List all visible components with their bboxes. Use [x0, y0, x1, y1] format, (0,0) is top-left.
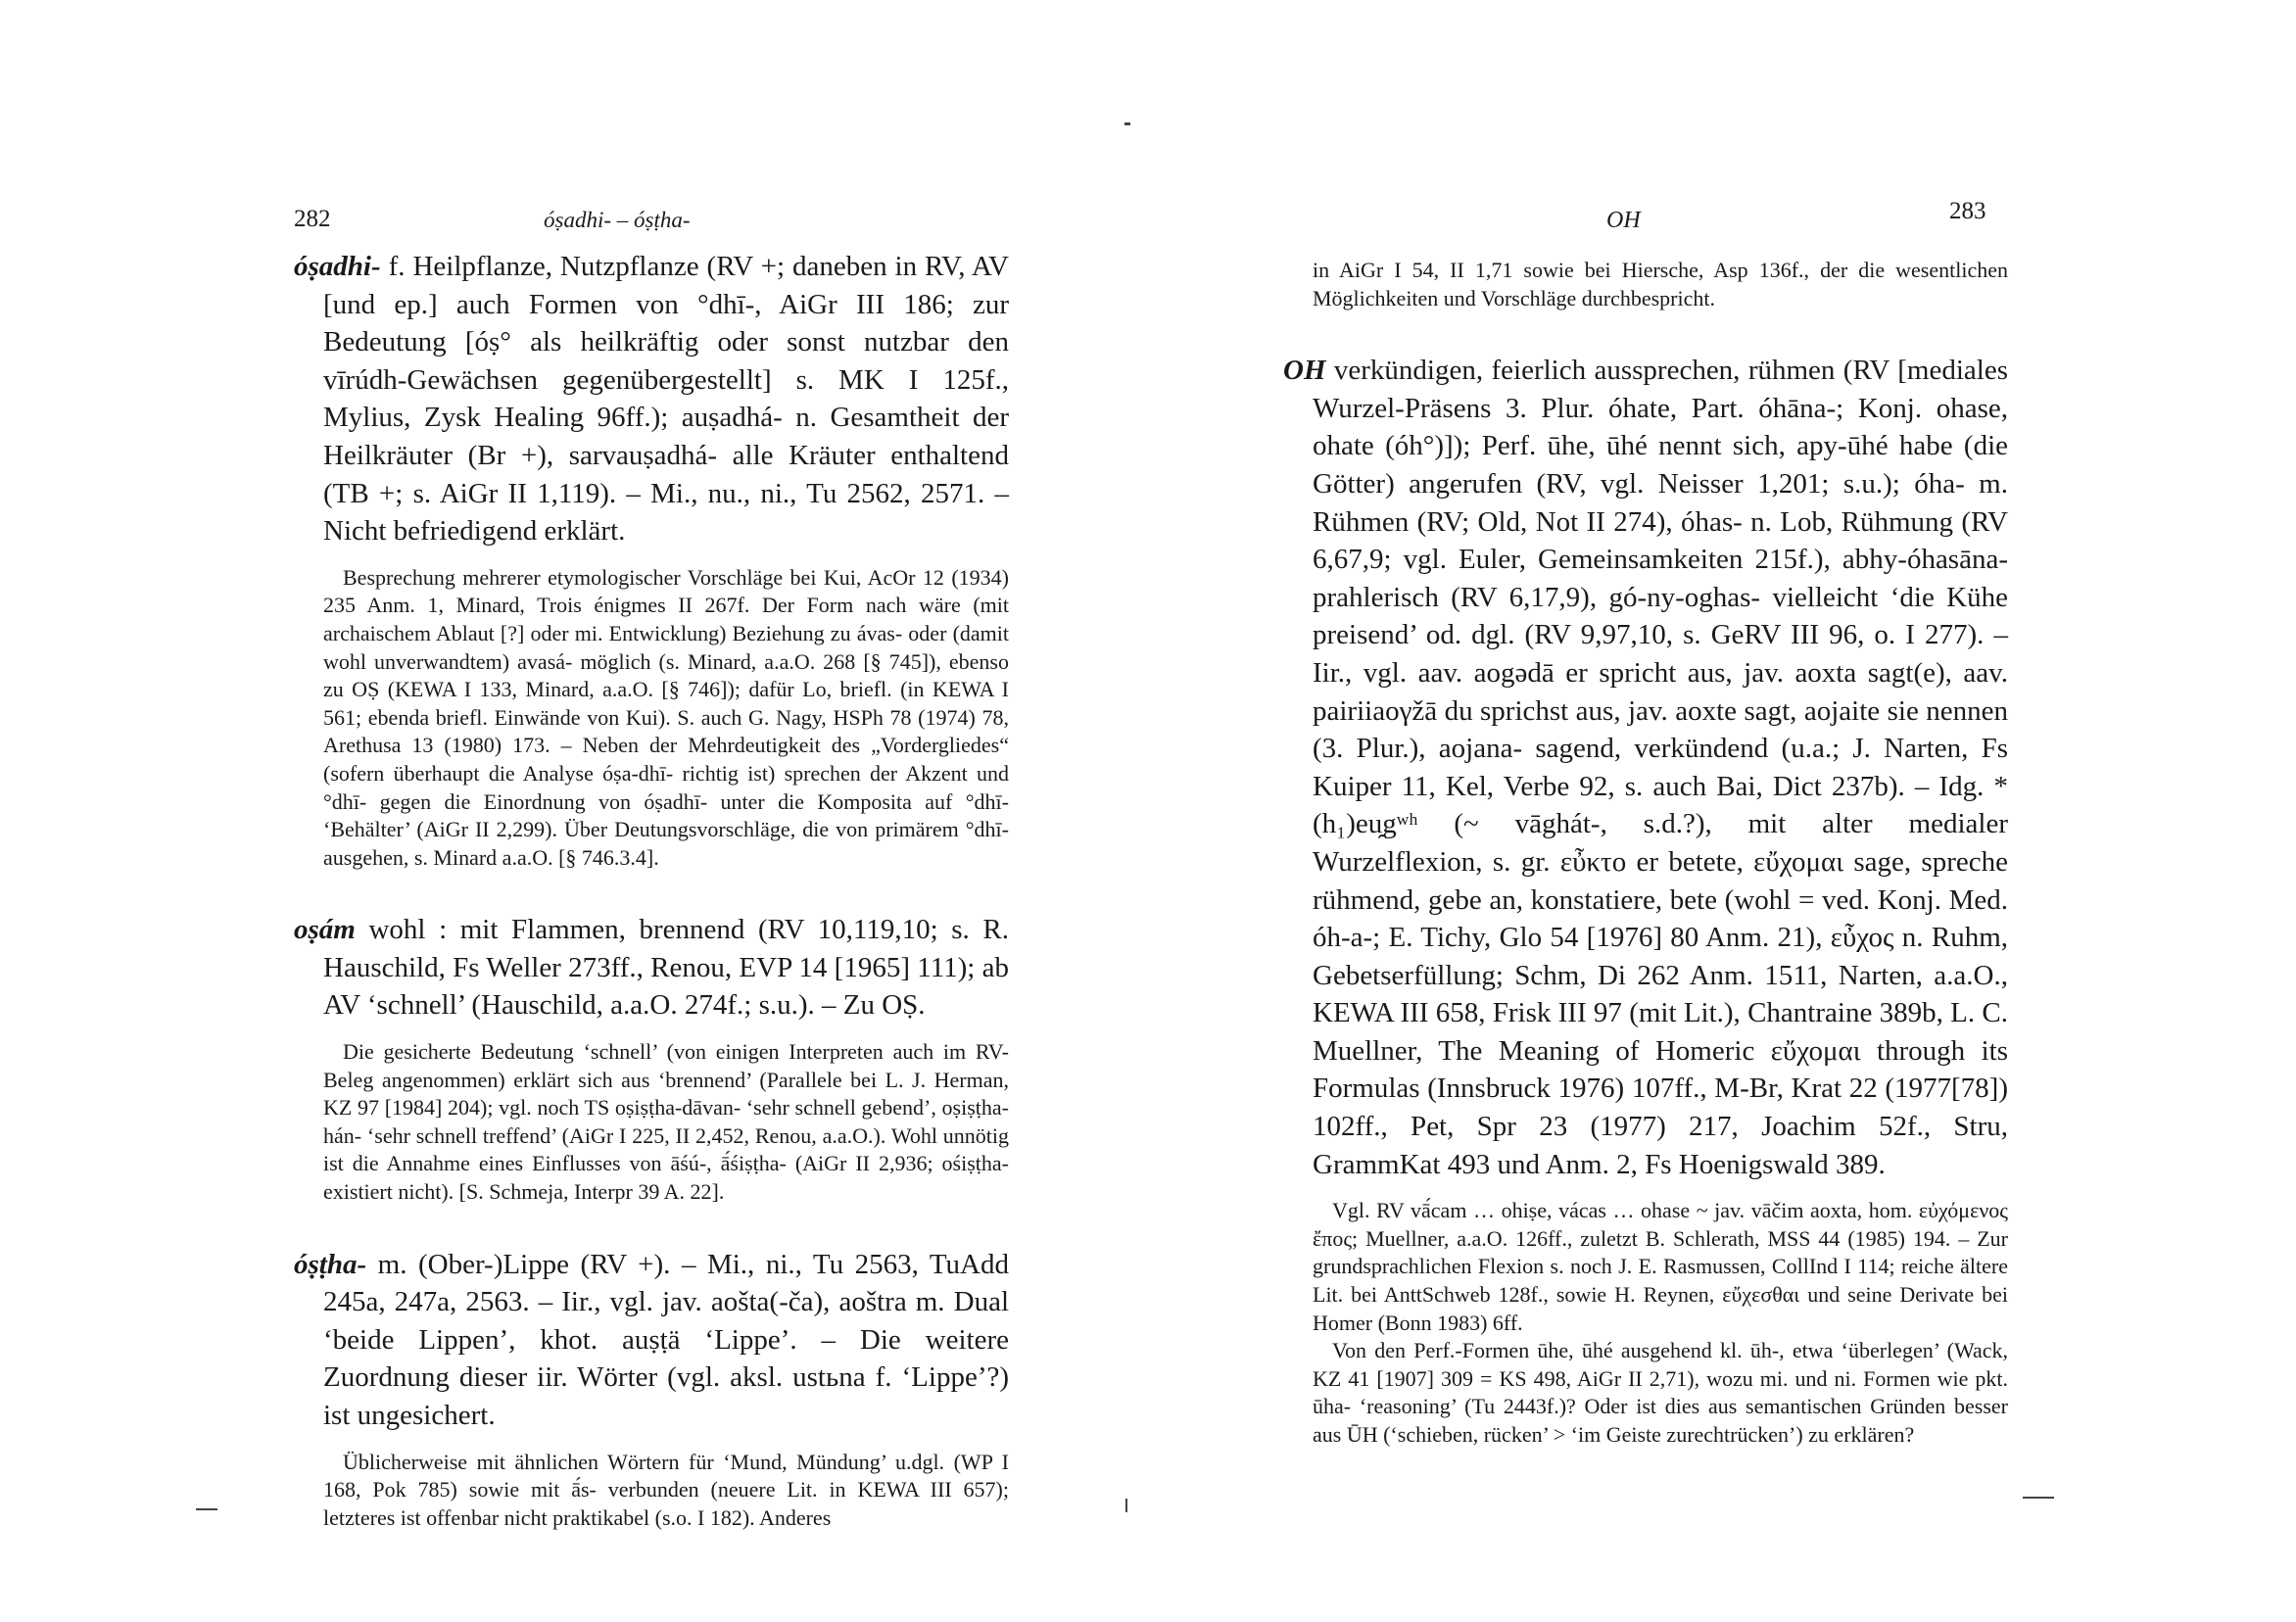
page-number: 283	[1949, 198, 1986, 224]
entry-headword: óṣṭha-	[294, 1248, 367, 1280]
dictionary-entry	[294, 1246, 1009, 1435]
entry-text: verkündigen, feierlich aussprechen, rühmen (RV [mediales Wurzel-Präsens 3. Plur. óhate, Part. óhāna-; Konj. ohase, ohate (óh°)]); Perf. ūhe, ūhé nennt sich, apy-ūhé habe (die Götter) angerufen (RV, vgl. Neisser 1,201; s.u.); óha- m. Rühmen (RV; Old, Not II 274), óhas- n. Lob, Rühmung (RV 6,67,9; vgl. Euler, Gemeinsamkeiten 215f.), abhy-óhasāna- prahlerisch (RV 6,17,9), gó-ny-oghas- vielleicht ‘die Kühe preisend’ od. dgl. (RV 9,97,10, s. GeRV III 96, o. I 277). – Iir., vgl. aav. aogədā er spricht aus, jav. aoxta sagt(e), aav. pairiiaoγžā du sprichst aus, jav. aoxte sagt, aojaite sie nennen (3. Plur.), aojana- sagend, verkündend (u.a.; J. Narten, Fs Kuiper 11, Kel, Verbe 92, s. auch Bai, Dict 237b). – Idg. *(h₁)eu̯gʷʰ (~ vāghát-, s.d.?), mit alter medialer Wurzelflexion, s. gr. εὖκτο er betete, εὔχομαι sage, spreche rühmend, gebe an, konstatiere, bete (wohl = ved. Konj. Med. óh-a-; E. Tichy, Glo 54 [1976] 80 Anm. 21), εὖχος n. Ruhm, Gebetserfüllung; Schm, Di 262 Anm. 1511, Narten, a.a.O., KEWA III 658, Frisk III 97 (mit Lit.), Chantraine 389b, L. C. Muellner, The Meaning of Homeric εὔχομαι through its Formulas (Innsbruck 1976) 107ff., M-Br, Krat 22 (1977[78]) 102ff., Pet, Spr 23 (1977) 217, Joachim 52f., Stru, GrammKat 493 und Anm. 2, Fs Hoenigswald 389.	[1313, 355, 2009, 1180]
left-column	[294, 248, 1009, 1532]
entry-text: f. Heilpflanze, Nutzpflanze (RV +; daneben in RV, AV [und ep.] auch Formen von °dhī-, AiGr III 186; zur Bedeutung [óṣ° als heilkräftig oder sonst nutzbar den vīrúdh-Gewächsen gegenübergestellt] s. MK I 125f., Mylius, Zysk Healing 96ff.); auṣadhá- n. Gesamtheit der Heilkräuter (Br +), sarvauṣadhá- alle Kräuter enthaltend (TB +; s. AiGr II 1,119). – Mi., nu., ni., Tu 2562, 2571. – Nicht befriedigend erklärt.	[323, 251, 1009, 548]
scan-mark	[1124, 122, 1130, 125]
entry-note	[294, 564, 1009, 873]
entry-note	[294, 1038, 1009, 1207]
page-number: 282	[294, 206, 331, 232]
note-paragraph: Die gesicherte Bedeutung ‘schnell’ (von einigen Interpreten auch im RV-Beleg angenommen) erklärt sich aus ‘brennend’ (Parallele bei L. J. Herman, KZ 97 [1984] 204); vgl. noch TS oṣiṣṭha-dāvan- ‘sehr schnell gebend’, oṣiṣṭha-hán- ‘sehr schnell treffend’ (AiGr I 225, II 2,452, Renou, a.a.O.). Wohl unnötig ist die Annahme eines Einflusses von āśú-, ā́śiṣṭha- (AiGr II 2,936; ośiṣṭha- existiert nicht). [S. Schmeja, Interpr 39 A. 22].	[323, 1039, 1009, 1205]
entry-note	[1283, 1197, 2008, 1449]
scan-mark	[196, 1508, 217, 1510]
continuation-note	[1283, 257, 2008, 312]
dictionary-entry	[294, 911, 1009, 1025]
dictionary-entry	[294, 248, 1009, 550]
entry-text: wohl : mit Flammen, brennend (RV 10,119,10; s. R. Hauschild, Fs Weller 273ff., Renou, EVP 14 [1965] 111); ab AV ‘schnell’ (Hauschild, a.a.O. 274f.; s.u.). – Zu OṢ.	[323, 914, 1009, 1022]
entry-headword: óṣadhi-	[294, 251, 381, 282]
entry-headword: OH	[1283, 355, 1326, 387]
entry-headword: oṣám	[294, 914, 356, 946]
running-head: óṣadhi- – óṣṭha-	[544, 208, 691, 232]
note-paragraph: Üblicherweise mit ähnlichen Wörtern für ‘Mund, Mündung’ u.dgl. (WP I 168, Pok 785) sowie mit ā́s- verbunden (neuere Lit. in KEWA III 657); letzteres ist offenbar nicht praktikabel (s.o. I 182). Anderes	[323, 1449, 1009, 1530]
running-head: OH	[1606, 208, 1641, 233]
note-paragraph: Besprechung mehrerer etymologischer Vorschläge bei Kui, AcOr 12 (1934) 235 Anm. 1, Minard, Trois énigmes II 267f. Der Form nach wäre (mit archaischem Ablaut [?] oder mi. Entwicklung) Beziehung zu ávas- oder (damit wohl unverwandtem) avasá- möglich (s. Minard, a.a.O. 268 [§ 745]), ebenso zu OṢ (KEWA I 133, Minard, a.a.O. [§ 746]); dafür Lo, briefl. (in KEWA I 561; ebenda briefl. Einwände von Kui). S. auch G. Nagy, HSPh 78 (1974) 78, Arethusa 13 (1980) 173. – Neben der Mehrdeutigkeit des „Vordergliedes“ (sofern überhaupt die Analyse óṣa-dhī- richtig ist) sprechen der Akzent und °dhī- gegen die Einordnung von óṣadhī- unter die Komposita auf °dhī- ‘Behälter’ (AiGr II 2,299). Über Deutungsvorschläge, die von primärem °dhī- ausgehen, s. Minard a.a.O. [§ 746.3.4].	[323, 564, 1009, 870]
note-paragraph: Von den Perf.-Formen ūhe, ūhé ausgehend kl. ūh-, etwa ‘überlegen’ (Wack, KZ 41 [1907] 309 = KS 498, AiGr II 2,71), wozu mi. und ni. Formen wie pkt. ūha- ‘reasoning’ (Tu 2443f.)? Oder ist dies aus semantischen Gründen besser aus ŪH (‘schieben, rücken’ > ‘im Geiste zurechtrücken’) zu erklären?	[1313, 1338, 2008, 1447]
entry-note	[294, 1449, 1009, 1533]
note-paragraph: Vgl. RV vā́cam … ohiṣe, vácas … ohase ~ jav. vāčim aoxta, hom. εὐχόμενος ἔπος; Muellner, a.a.O. 126ff., zuletzt B. Schlerath, MSS 44 (1985) 194. – Zur grundsprachlichen Flexion s. noch J. E. Rasmussen, CollInd I 114; reiche ältere Lit. bei AnttSchweb 128f., sowie H. Reynen, εὔχεσθαι und seine Derivate bei Homer (Bonn 1983) 6ff.	[1313, 1198, 2008, 1335]
right-column	[1283, 257, 2008, 1450]
scan-mark	[1125, 1499, 1127, 1512]
entry-text: m. (Ober-)Lippe (RV +). – Mi., ni., Tu 2563, TuAdd 245a, 247a, 2563. – Iir., vgl. jav. aošta(-ča), aoštra m. Dual ‘beide Lippen’, khot. auṣṭä ‘Lippe’. – Die weitere Zuordnung dieser iir. Wörter (vgl. aksl. ustьna f. ‘Lippe’?) ist ungesichert.	[323, 1248, 1010, 1431]
dictionary-entry	[1283, 352, 2008, 1183]
note-paragraph: in AiGr I 54, II 1,71 sowie bei Hiersche, Asp 136f., der die wesentlichen Möglichkeiten und Vorschläge durchbespricht.	[1313, 258, 2008, 310]
scan-mark	[2023, 1497, 2054, 1499]
